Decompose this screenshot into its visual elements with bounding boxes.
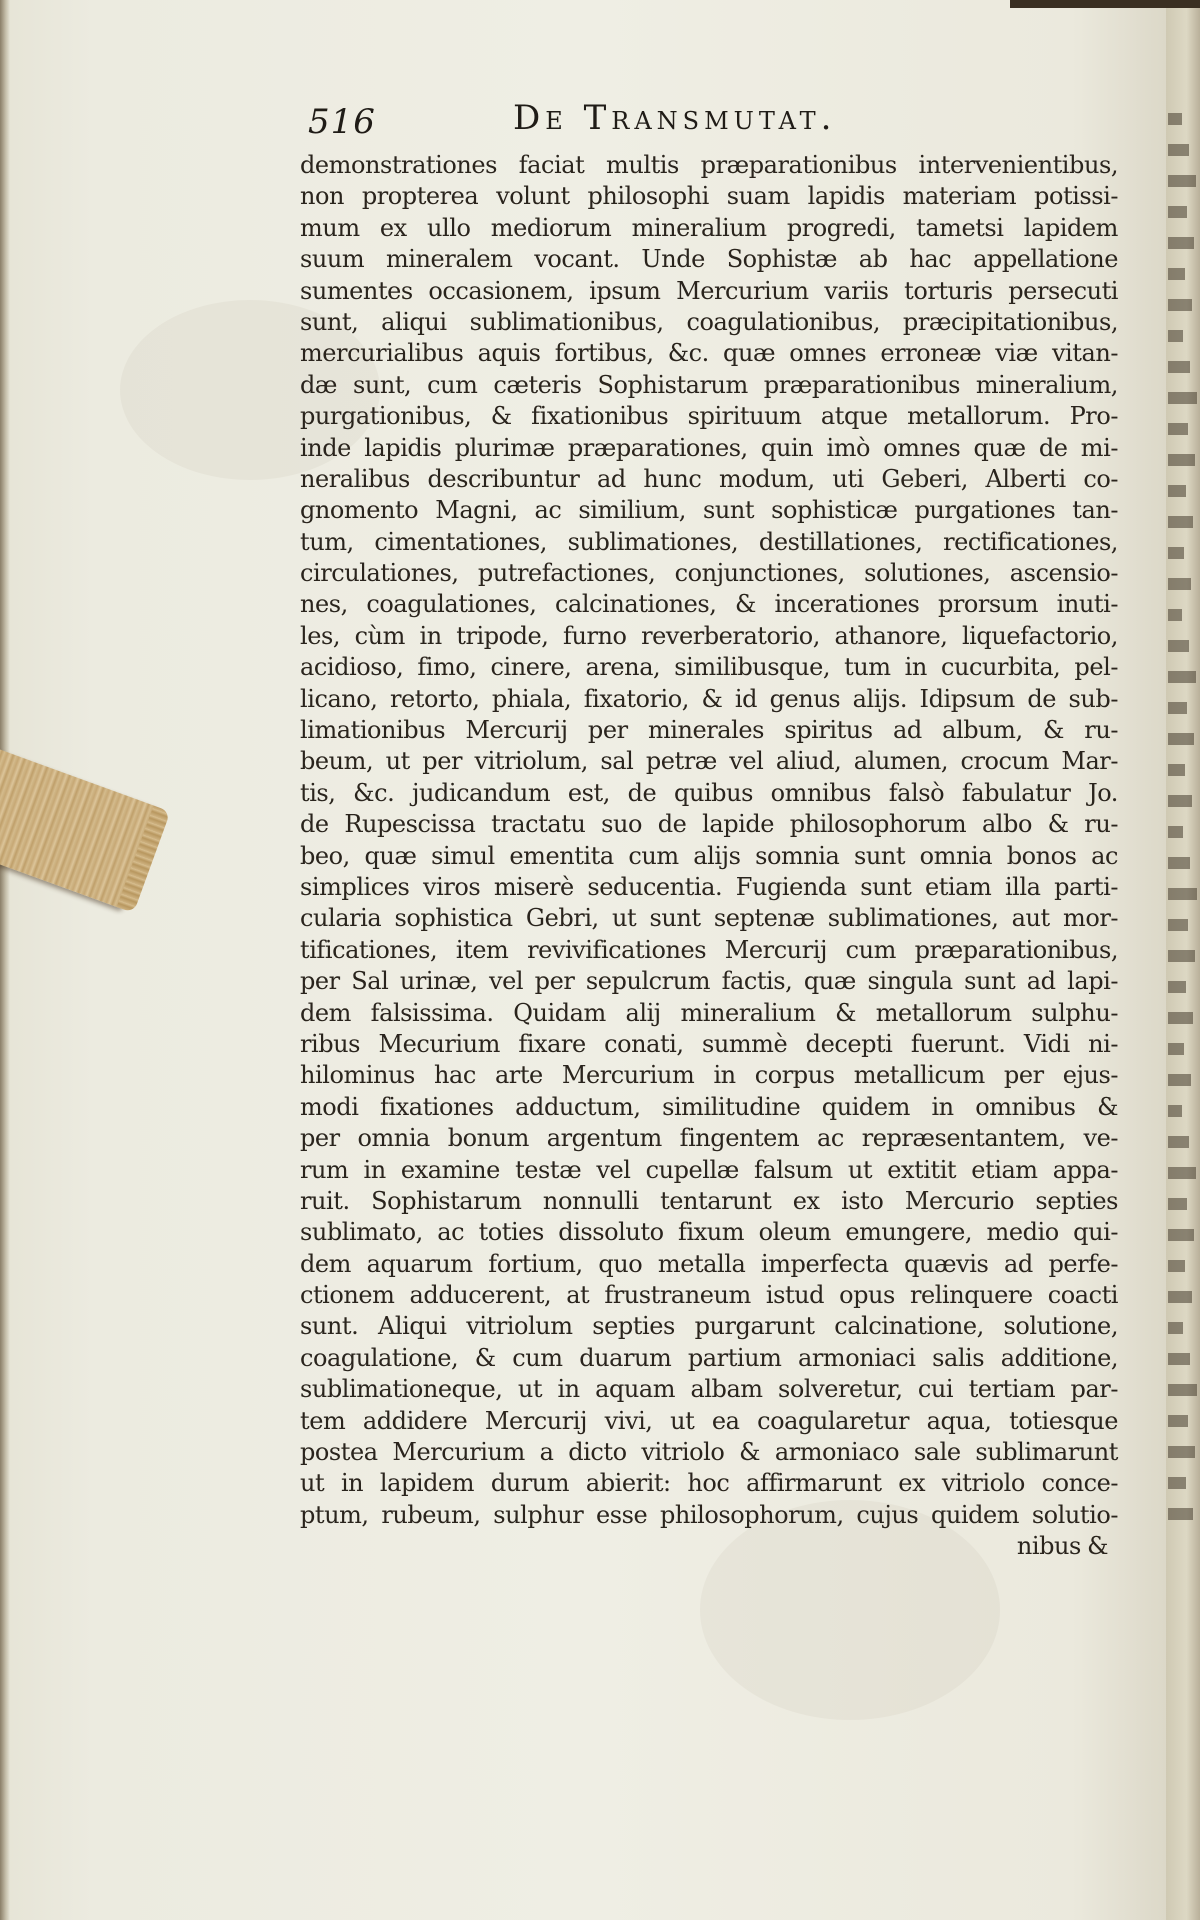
bleed-mark <box>1168 578 1191 590</box>
text-line: sunt. Aliqui vitriolum septies purgarunt calcinatione, solutione, <box>300 1312 1118 1341</box>
text-line: ptum, rubeum, sulphur esse philosophorum, cujus quidem solutio- <box>300 1500 1118 1529</box>
bleed-mark <box>1168 1291 1192 1303</box>
text-line: sunt, aliqui sublimationibus, coagulationibus, præcipitationibus, <box>300 307 1118 336</box>
catchword: nibus & <box>1016 1532 1108 1561</box>
bleed-mark <box>1168 733 1194 745</box>
text-line: nes, coagulationes, calcinationes, & incerationes prorsum inuti- <box>300 590 1118 619</box>
bleed-mark <box>1168 268 1185 280</box>
text-line: suum mineralem vocant. Unde Sophistæ ab hac appellatione <box>300 245 1118 274</box>
text-line: acidioso, fimo, cinere, arena, similibusque, tum in cucurbita, pel- <box>300 653 1118 682</box>
bleed-mark <box>1168 1477 1186 1489</box>
bleed-mark <box>1168 1322 1183 1334</box>
text-line: dæ sunt, cum cæteris Sophistarum præparationibus mineralium, <box>300 370 1118 399</box>
bleed-mark <box>1168 361 1190 373</box>
text-line: dem falsissima. Quidam alij mineralium & metallorum sulphu- <box>300 998 1118 1027</box>
bleed-mark <box>1168 1508 1193 1520</box>
bleed-mark <box>1168 888 1197 900</box>
bleed-mark <box>1168 1229 1194 1241</box>
text-line: purgationibus, & fixationibus spirituum atque metallorum. Pro- <box>300 402 1118 431</box>
body-text <box>300 150 1118 1563</box>
bleed-mark <box>1168 113 1182 125</box>
bleed-mark <box>1168 1446 1195 1458</box>
bleed-mark <box>1168 330 1183 342</box>
bleed-mark <box>1168 671 1196 683</box>
bleed-mark <box>1168 485 1186 497</box>
bleed-mark <box>1168 1353 1190 1365</box>
bleed-mark <box>1168 1136 1189 1148</box>
bleed-mark <box>1168 1074 1191 1086</box>
bleed-mark <box>1168 1198 1187 1210</box>
page-gutter-edge <box>0 0 10 1920</box>
running-head: De Transmutat. <box>513 98 837 138</box>
text-line: beo, quæ simul ementita cum alijs somnia sunt omnia bonos ac <box>300 841 1118 870</box>
bleed-mark <box>1168 981 1186 993</box>
text-line: circulationes, putrefactiones, conjunctiones, solutiones, ascensio- <box>300 559 1118 588</box>
text-line: modi fixationes adductum, similitudine quidem in omnibus & <box>300 1092 1118 1121</box>
text-line: inde lapidis plurimæ præparationes, quin imò omnes quæ de mi- <box>300 433 1118 462</box>
bleed-mark <box>1168 950 1195 962</box>
text-line: ctionem adducerent, at frustraneum istud opus relinquere coacti <box>300 1281 1118 1310</box>
text-line: simplices viros miserè seducentia. Fugienda sunt etiam illa parti- <box>300 872 1118 901</box>
text-line: sublimato, ac toties dissoluto fixum oleum emungere, medio qui- <box>300 1218 1118 1247</box>
text-line: tem addidere Mercurij vivi, ut ea coagularetur aqua, totiesque <box>300 1406 1118 1435</box>
bleed-mark <box>1168 1012 1193 1024</box>
bleed-mark <box>1168 826 1183 838</box>
facing-page-edge <box>1166 8 1200 1920</box>
bleed-mark <box>1168 1415 1188 1427</box>
bleed-mark <box>1168 1260 1185 1272</box>
text-line: dem aquarum fortium, quo metalla imperfecta quævis ad perfe- <box>300 1249 1118 1278</box>
bleed-mark <box>1168 454 1195 466</box>
text-line: rum in examine testæ vel cupellæ falsum ut extitit etiam appa- <box>300 1155 1118 1184</box>
book-cover-edge <box>1010 0 1200 8</box>
bleed-mark <box>1168 919 1188 931</box>
bleed-mark <box>1168 392 1197 404</box>
bleed-mark <box>1168 299 1192 311</box>
text-line: tificationes, item revivificationes Mercurij cum præparationibus, <box>300 935 1118 964</box>
text-line: gnomento Magni, ac similium, sunt sophisticæ purgationes tan- <box>300 496 1118 525</box>
text-line: coagulatione, & cum duarum partium armoniaci salis additione, <box>300 1343 1118 1372</box>
text-line: tum, cimentationes, sublimationes, destillationes, rectificationes, <box>300 527 1118 556</box>
text-line: mum ex ullo mediorum mineralium progredi, tametsi lapidem <box>300 213 1118 242</box>
page-number: 516 <box>308 102 376 142</box>
bleed-mark <box>1168 1043 1184 1055</box>
text-line: de Rupescissa tractatu suo de lapide philosophorum albo & ru- <box>300 810 1118 839</box>
text-line: ruit. Sophistarum nonnulli tentarunt ex isto Mercurio septies <box>300 1186 1118 1215</box>
bleed-mark <box>1168 144 1189 156</box>
text-line: postea Mercurium a dicto vitriolo & armoniaco sale sublimarunt <box>300 1438 1118 1467</box>
text-line: mercurialibus aquis fortibus, &c. quæ omnes erroneæ viæ vitan- <box>300 339 1118 368</box>
text-line: non propterea volunt philosophi suam lapidis materiam potissi- <box>300 182 1118 211</box>
text-line: cularia sophistica Gebri, ut sunt septenæ sublimationes, aut mor- <box>300 904 1118 933</box>
bleed-mark <box>1168 1384 1197 1396</box>
bleed-mark <box>1168 175 1196 187</box>
bleed-mark <box>1168 609 1182 621</box>
bleed-mark <box>1168 237 1194 249</box>
text-line: neralibus describuntur ad hunc modum, uti Geberi, Alberti co- <box>300 464 1118 493</box>
bleed-mark <box>1168 423 1188 435</box>
bleed-mark <box>1168 1167 1196 1179</box>
text-line: tis, &c. judicandum est, de quibus omnibus falsò fabulatur Jo. <box>300 778 1118 807</box>
text-line: sublimationeque, ut in aquam albam solveretur, cui tertiam par- <box>300 1375 1118 1404</box>
text-line: beum, ut per vitriolum, sal petræ vel aliud, alumen, crocum Mar- <box>300 747 1118 776</box>
text-line: hilominus hac arte Mercurium in corpus metallicum per ejus- <box>300 1061 1118 1090</box>
text-line: les, cùm in tripode, furno reverberatorio, athanore, liquefactorio, <box>300 621 1118 650</box>
bleed-mark <box>1168 795 1192 807</box>
bleed-mark <box>1168 206 1187 218</box>
bleed-mark <box>1168 857 1190 869</box>
text-line: ut in lapidem durum abierit: hoc affirmarunt ex vitriolo conce- <box>300 1469 1118 1498</box>
bleed-mark <box>1168 516 1193 528</box>
bleed-mark <box>1168 764 1185 776</box>
text-line: demonstrationes faciat multis præparationibus intervenientibus, <box>300 151 1118 179</box>
text-line: per Sal urinæ, vel per sepulcrum factis, quæ singula sunt ad lapi- <box>300 967 1118 996</box>
page-header <box>308 98 1008 146</box>
text-line: per omnia bonum argentum fingentem ac repræsentantem, ve- <box>300 1124 1118 1153</box>
text-line: ribus Mecurium fixare conati, summè decepti fuerunt. Vidi ni- <box>300 1029 1118 1058</box>
bleed-mark <box>1168 640 1189 652</box>
text-line: licano, retorto, phiala, fixatorio, & id genus alijs. Idipsum de sub- <box>300 684 1118 713</box>
bleed-mark <box>1168 547 1184 559</box>
bleed-mark <box>1168 702 1187 714</box>
text-line: limationibus Mercurij per minerales spiritus ad album, & ru- <box>300 716 1118 745</box>
bleed-mark <box>1168 1105 1182 1117</box>
text-line: sumentes occasionem, ipsum Mercurium variis torturis persecuti <box>300 276 1118 305</box>
